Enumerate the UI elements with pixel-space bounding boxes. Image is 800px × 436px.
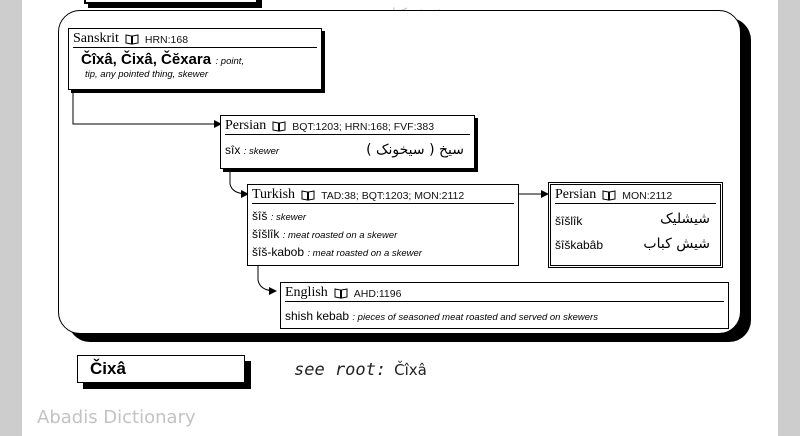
- persian1-gloss: : skewer: [243, 146, 280, 157]
- connector-persian-turkish: [230, 172, 248, 194]
- turkish-row: [252, 208, 518, 226]
- persian1-refs: BQT:1203; HRN:168; FVF:383: [292, 121, 435, 133]
- turkish-word: šîš: [252, 209, 268, 223]
- turkish-row: [252, 244, 518, 262]
- sanskrit-header: [73, 29, 317, 48]
- english-header: [285, 283, 724, 302]
- persian2-lang: Persian: [555, 187, 597, 202]
- persian2-row: [555, 237, 603, 254]
- persian2-word: šîšlîk: [555, 214, 583, 228]
- persian2-native: شیش کباب: [643, 236, 710, 252]
- turkish-word: šîš-kabob: [252, 245, 305, 259]
- book-icon: [334, 288, 348, 299]
- english-row: [281, 302, 728, 326]
- persian2-refs: MON:2112: [622, 190, 673, 202]
- english-word: shish kebab: [285, 309, 350, 323]
- persian1-word: sîx: [225, 143, 241, 157]
- turkish-lang: Turkish: [252, 187, 296, 202]
- english-box: [280, 282, 729, 329]
- sanskrit-lang: Sanskrit: [73, 31, 119, 46]
- persian-box-1: [220, 115, 475, 169]
- book-icon: [272, 121, 286, 132]
- book-icon: [125, 34, 139, 45]
- turkish-gloss: : meat roasted on a skewer: [307, 248, 422, 259]
- connector-turkish-english: [258, 264, 276, 291]
- book-icon: [602, 190, 616, 201]
- see-root-label: see root:: [294, 360, 387, 380]
- book-icon: [301, 190, 315, 201]
- persian1-lang: Persian: [225, 118, 267, 133]
- english-lang: English: [285, 285, 328, 300]
- sanskrit-gloss-2: tip, any pointed thing, skewer: [85, 69, 209, 80]
- english-refs: AHD:1196: [353, 288, 402, 300]
- turkish-refs: TAD:38; BQT:1203; MON:2112: [321, 190, 465, 202]
- sanskrit-headword: Čîxâ, Čixâ, Čĕxara: [81, 51, 212, 68]
- persian2-row: [555, 213, 582, 230]
- sanskrit-gloss-1: : point,: [215, 56, 245, 67]
- persian2-word: šîškabâb: [555, 238, 604, 252]
- persian1-header: [225, 116, 470, 135]
- watermark-bottom: Abadis Dictionary: [37, 407, 196, 428]
- connector-sanskrit-persian: [73, 92, 221, 124]
- turkish-header: [252, 185, 514, 204]
- dictionary-canvas: [22, 0, 778, 436]
- sanskrit-box: [68, 28, 322, 90]
- root-entry: Čixâ: [77, 355, 245, 383]
- turkish-word: šîšlîk: [252, 227, 280, 241]
- see-root-link[interactable]: Čîxâ: [394, 361, 427, 379]
- turkish-row: [252, 226, 518, 244]
- english-gloss: : pieces of seasoned meat roasted and served on skewers: [352, 312, 598, 323]
- turkish-gloss: : meat roasted on a skewer: [282, 230, 398, 241]
- turkish-gloss: : skewer: [270, 212, 307, 223]
- turkish-box: [247, 184, 519, 266]
- persian2-header: [555, 185, 716, 204]
- persian1-native: سیخ ( سیخونک ): [366, 142, 464, 158]
- persian2-native: شیشلیک: [660, 211, 710, 227]
- persian-box-2: [550, 184, 721, 266]
- see-root-line: [294, 360, 427, 380]
- sanskrit-refs: HRN:168: [144, 34, 189, 46]
